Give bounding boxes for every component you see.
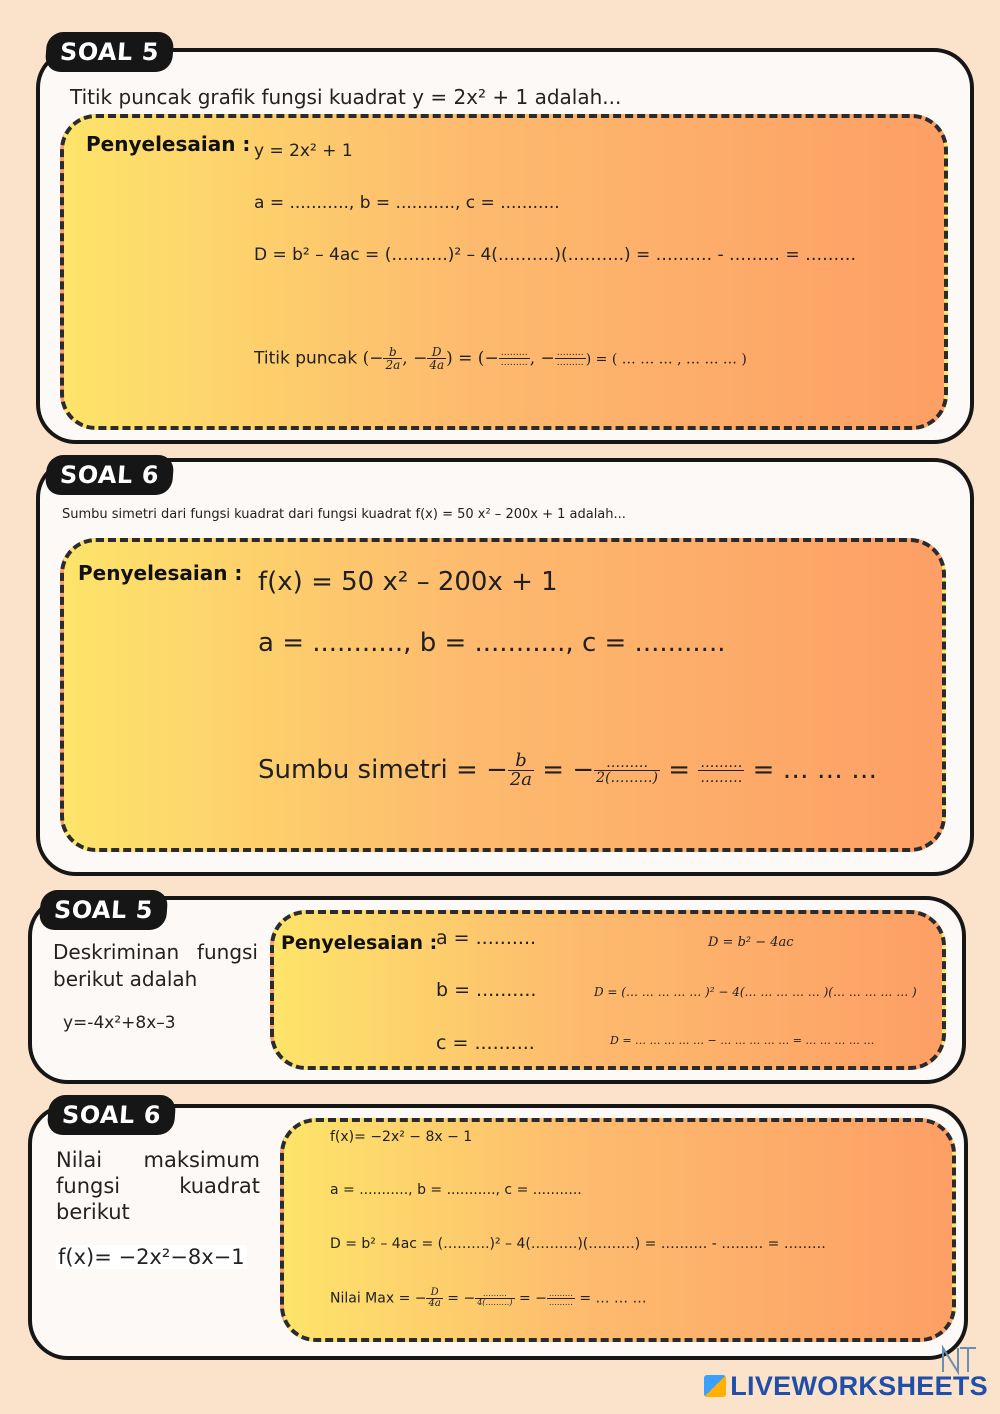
- equals-minus: = −: [534, 755, 595, 785]
- axis-result-blank[interactable]: = … … …: [744, 755, 878, 785]
- coefficients-blank-line[interactable]: a = ..........., b = ..........., c = ...........: [254, 193, 560, 213]
- equation-line: f(x)= −2x² − 8x − 1: [330, 1129, 473, 1145]
- question-text: Titik puncak grafik fungsi kuadrat y = 2x² + 1 adalah...: [70, 85, 622, 109]
- coefficient-c-blank[interactable]: c = ..........: [436, 1032, 535, 1054]
- solution-label: Penyelesaian :: [78, 561, 243, 585]
- paren-open: (−: [362, 348, 384, 369]
- fraction-d-4a: $\frac{D}{4a}$: [429, 345, 445, 372]
- coefficients-blank-line[interactable]: a = ..........., b = ..........., c = ...........: [330, 1182, 582, 1198]
- question-tag: SOAL 5: [45, 32, 175, 72]
- axis-label: Sumbu simetri = −: [258, 755, 508, 785]
- fraction-blank[interactable]: $\frac{\dots\dots\dots}{2(\dots\dots\dots)}$: [596, 755, 658, 786]
- solution-label: Penyelesaian :: [86, 132, 251, 156]
- fraction-blank[interactable]: $\frac{\dots\dots\dots}{\dots\dots\dots}$: [548, 1289, 573, 1307]
- discriminant-blank-line[interactable]: D = (… … … … … )² − 4(… … … … … )(… … … … … ): [594, 985, 917, 999]
- fraction-b-2a: $\frac{b}{2a}$: [509, 750, 533, 790]
- separator: , −: [402, 348, 428, 369]
- question-text: berikut: [56, 1200, 130, 1224]
- max-value-formula-line: [330, 1288, 646, 1309]
- question-text: Deskriminan fungsi: [53, 940, 258, 964]
- question-text: berikut adalah: [53, 967, 198, 991]
- question-text: Sumbu simetri dari fungsi kuadrat dari fungsi kuadrat f(x) = 50 x² – 200x + 1 adalah...: [62, 507, 626, 522]
- coefficient-b-blank[interactable]: b = ..........: [436, 979, 537, 1001]
- solution-label: Penyelesaian :: [281, 932, 438, 954]
- discriminant-result-blank[interactable]: D = … … … … … − … … … … … = … … … … …: [610, 1034, 875, 1047]
- max-label: Nilai Max = −: [330, 1290, 427, 1307]
- answer-box: [60, 114, 948, 430]
- liveworksheets-logo-icon: [704, 1375, 726, 1397]
- fraction-blank[interactable]: $\frac{\dots\dots\dots}{\dots\dots\dots}$: [556, 348, 584, 368]
- discriminant-formula: D = b² − 4ac: [708, 935, 794, 950]
- discriminant-blank-line[interactable]: D = b² – 4ac = (……….)² – 4(……….)(……….) = ………. - ……… = ………: [254, 245, 857, 265]
- equation-line: y = 2x² + 1: [254, 141, 353, 161]
- equation-line: f(x) = 50 x² – 200x + 1: [258, 567, 558, 597]
- question-text: Nilai maksimum: [56, 1148, 260, 1172]
- question-text: fungsi kuadrat: [56, 1174, 260, 1198]
- question-tag: SOAL 5: [39, 890, 169, 930]
- fraction-blank[interactable]: $\frac{\dots\dots\dots}{4(\dots\dots\dots)}$: [477, 1289, 513, 1307]
- coefficient-a-blank[interactable]: a = ..........: [436, 927, 537, 949]
- coefficients-blank-line[interactable]: a = ..........., b = ..........., c = ...........: [258, 628, 726, 658]
- vertex-formula-line: [254, 346, 747, 371]
- fraction-blank[interactable]: $\frac{\dots\dots\dots}{\dots\dots\dots}$: [500, 348, 528, 368]
- equals-open: ) = (−: [446, 348, 499, 369]
- discriminant-blank-line[interactable]: D = b² – 4ac = (……….)² – 4(……….)(……….) = ………. - ……… = ………: [330, 1236, 826, 1252]
- equals: =: [660, 755, 699, 785]
- equals-minus: = −: [514, 1290, 547, 1307]
- function-text: f(x)= −2x²−8x−1: [58, 1245, 245, 1269]
- fraction-b-2a: $\frac{b}{2a}$: [385, 345, 401, 372]
- vertex-result-blank[interactable]: ) = ( … … … , … … … ): [585, 351, 747, 368]
- max-result-blank[interactable]: = … … …: [574, 1290, 647, 1307]
- fraction-d-4a: $\frac{D}{4a}$: [428, 1287, 441, 1309]
- question-tag: SOAL 6: [45, 455, 175, 495]
- question-tag: SOAL 6: [47, 1095, 177, 1135]
- equals-minus: = −: [442, 1290, 476, 1307]
- liveworksheets-logo: LIVEWORKSHEETS: [704, 1371, 988, 1402]
- fraction-blank[interactable]: $\frac{\dots\dots\dots}{\dots\dots\dots}$: [700, 755, 743, 786]
- function-text: y=-4x²+8x–3: [63, 1013, 176, 1033]
- separator: , −: [529, 348, 555, 369]
- vertex-label: Titik puncak: [254, 348, 358, 369]
- axis-formula-line: [258, 752, 877, 789]
